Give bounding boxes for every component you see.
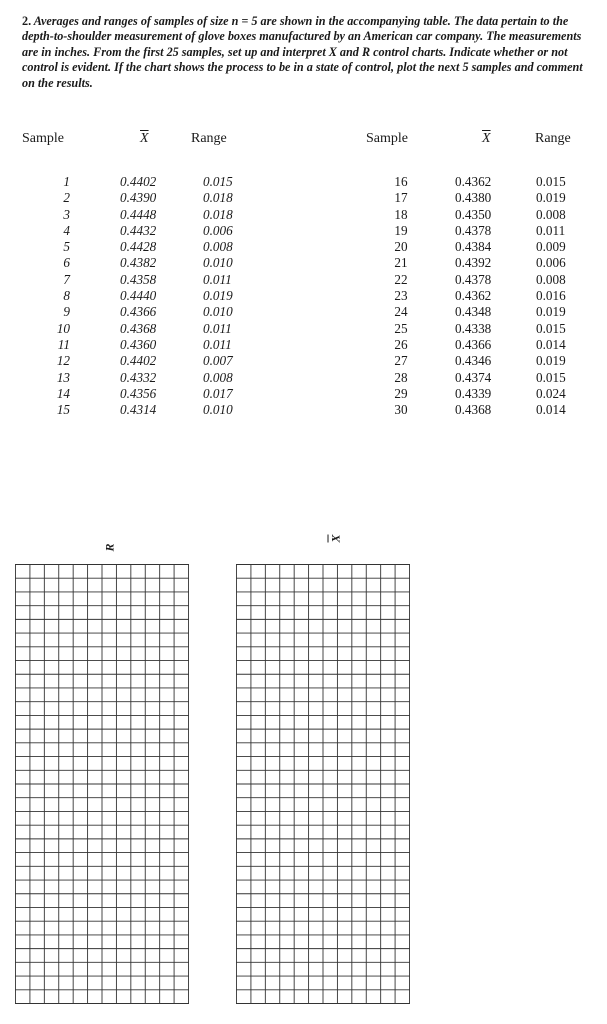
table-cell: 0.019 (536, 304, 566, 320)
table-cell: 0.4378 (455, 271, 492, 287)
table-cell: 0.006 (536, 255, 566, 271)
table-cell: 22 (394, 271, 408, 287)
xbar-chart-label: $\overline{X}$ (328, 534, 343, 543)
table-cell: 21 (394, 255, 408, 271)
header-sample-left: Sample (22, 131, 64, 146)
left-xbar-column (120, 174, 156, 418)
table-cell: 0.4378 (455, 222, 492, 238)
table-cell: 0.015 (536, 320, 566, 336)
table-cell: 8 (63, 288, 70, 304)
table-cell: 0.017 (203, 385, 233, 401)
table-cell: 15 (56, 402, 70, 418)
table-cell: 0.4332 (120, 369, 157, 385)
table-cell: 0.4380 (455, 190, 492, 206)
table-cell: 0.4339 (455, 385, 492, 401)
r-grid-svg (15, 564, 189, 1004)
table-cell: 29 (394, 385, 408, 401)
table-cell: 7 (63, 271, 70, 287)
table-cell: 0.4362 (455, 174, 492, 189)
table-cell: 2 (63, 190, 70, 206)
table-cell: 0.4348 (455, 304, 492, 320)
table-cell: 0.4428 (120, 239, 157, 255)
table-cell: 0.019 (536, 190, 566, 206)
table-cell: 0.4392 (455, 255, 492, 271)
table-cell: 0.4362 (455, 288, 492, 304)
table-cell: 12 (56, 353, 70, 369)
table-cell: 3 (63, 206, 70, 222)
table-cell: 0.010 (203, 255, 233, 271)
table-cell: 0.4366 (120, 304, 157, 320)
problem-number: 2. (22, 14, 32, 28)
table-cell: 0.4368 (120, 320, 157, 336)
table-cell: 28 (394, 369, 408, 385)
right-range-column (536, 174, 566, 418)
table-cell: 0.4358 (120, 271, 157, 287)
header-xbar-right: $\overline{X}$ (482, 131, 491, 146)
xbar-grid-svg (236, 564, 410, 1004)
table-cell: 0.4448 (120, 206, 157, 222)
table-cell: 0.015 (203, 174, 233, 189)
table-cell: 0.4390 (120, 190, 157, 206)
table-cell: 0.4382 (120, 255, 157, 271)
table-cell: 0.014 (536, 336, 566, 352)
table-cell: 0.011 (203, 336, 232, 352)
table-cell: 0.4338 (455, 320, 492, 336)
table-cell: 0.024 (536, 385, 566, 401)
table-cell: 23 (394, 288, 408, 304)
table-cell: 26 (394, 336, 408, 352)
table-cell: 0.4402 (120, 353, 157, 369)
table-cell: 0.014 (536, 402, 566, 418)
right-xbar-column (455, 174, 491, 418)
table-cell: 16 (394, 174, 408, 189)
table-cell: 0.4368 (455, 402, 492, 418)
table-cell: 0.015 (536, 174, 566, 189)
table-cell: 0.008 (203, 369, 233, 385)
r-chart-label: R (102, 543, 117, 552)
table-cell: 18 (394, 206, 408, 222)
table-cell: 0.016 (536, 288, 566, 304)
table-cell: 0.008 (536, 206, 566, 222)
table-cell: 6 (63, 255, 70, 271)
table-cell: 0.019 (203, 288, 233, 304)
left-range-column (203, 174, 233, 418)
table-cell: 24 (394, 304, 408, 320)
problem-statement (22, 14, 584, 91)
table-cell: 0.4402 (120, 174, 157, 189)
table-cell: 0.4432 (120, 222, 157, 238)
table-cell: 0.011 (203, 320, 232, 336)
table-cell: 0.018 (203, 190, 233, 206)
table-cell: 11 (57, 336, 70, 352)
table-cell: 0.4350 (455, 206, 492, 222)
table-cell: 0.018 (203, 206, 233, 222)
table-cell: 0.4366 (455, 336, 492, 352)
table-cell: 0.4374 (455, 369, 492, 385)
left-sample-column (40, 174, 70, 418)
table-cell: 0.008 (203, 239, 233, 255)
table-cell: 10 (56, 320, 70, 336)
r-chart-grid (15, 564, 189, 1004)
table-cell: 27 (394, 353, 408, 369)
table-cell: 30 (394, 402, 408, 418)
table-cell: 13 (56, 369, 70, 385)
table-cell: 0.4314 (120, 402, 157, 418)
table-cell: 9 (63, 304, 70, 320)
table-cell: 14 (56, 385, 70, 401)
table-cell: 0.009 (536, 239, 566, 255)
table-cell: 0.4356 (120, 385, 157, 401)
table-cell: 0.010 (203, 304, 233, 320)
table-cell: 0.006 (203, 222, 233, 238)
table-cell: 17 (394, 190, 408, 206)
table-cell: 4 (63, 222, 70, 238)
header-range-left: Range (191, 131, 227, 146)
table-cell: 0.4346 (455, 353, 492, 369)
problem-text: Averages and ranges of samples of size n = 5 are shown in the accompanying table. The data pertain to the depth-to-shoulder measurement of glove boxes manufactured by an American car company. The measurements are in inches. From the first 25 samples, set up and interpret X and R control charts. Indicate whether or not control is evident. If the chart shows the process to be in a state of control, plot the next 5 samples and comment on the results. (22, 14, 583, 90)
header-sample-right: Sample (366, 131, 408, 146)
table-cell: 0.011 (203, 271, 232, 287)
table-cell: 19 (394, 222, 408, 238)
header-range-right: Range (535, 131, 571, 146)
table-cell: 0.019 (536, 353, 566, 369)
table-cell: 5 (63, 239, 70, 255)
table-cell: 0.4440 (120, 288, 157, 304)
table-cell: 0.008 (536, 271, 566, 287)
table-cell: 25 (394, 320, 408, 336)
right-sample-column (386, 174, 416, 418)
table-cell: 0.4384 (455, 239, 492, 255)
table-cell: 0.4360 (120, 336, 157, 352)
table-cell: 0.010 (203, 402, 233, 418)
table-cell: 0.011 (536, 222, 566, 238)
table-cell: 0.015 (536, 369, 566, 385)
table-cell: 1 (63, 174, 70, 189)
table-cell: 0.007 (203, 353, 233, 369)
xbar-chart-grid (236, 564, 410, 1004)
header-xbar-left: $\overline{X}$ (140, 131, 149, 146)
table-cell: 20 (394, 239, 408, 255)
